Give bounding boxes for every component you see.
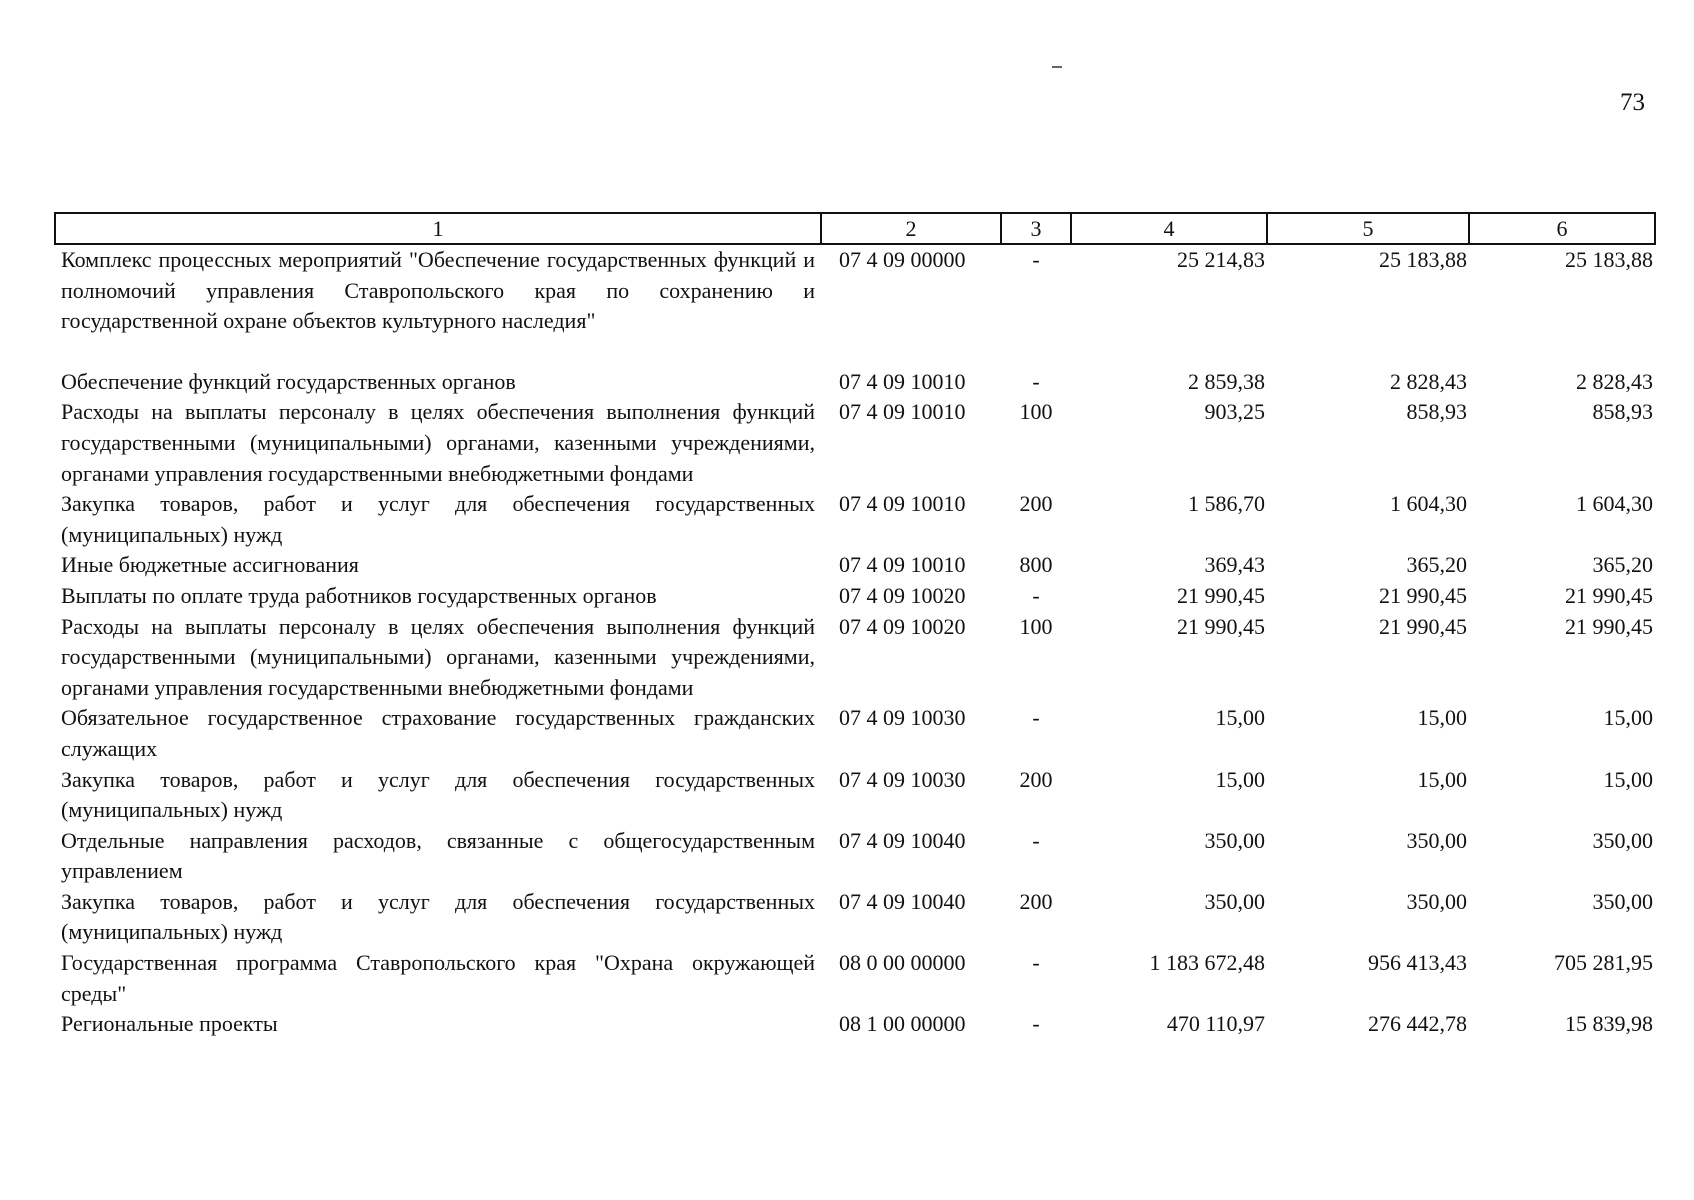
row-type: -	[1032, 705, 1040, 731]
header-col-3: 3	[1001, 213, 1071, 244]
row-value-col4: 470 110,97	[1166, 1011, 1265, 1037]
row-value-col6: 858,93	[1592, 399, 1653, 425]
header-col-2: 2	[821, 213, 1001, 244]
row-name: Закупка товаров, работ и услуг для обеспечения государственных (муниципальных) нужд	[61, 766, 815, 823]
row-value-col5: 858,93	[1406, 399, 1467, 425]
table-row	[55, 489, 1655, 550]
row-value-col4: 21 990,45	[1177, 582, 1265, 608]
table-row	[55, 581, 1655, 612]
row-value-col4: 369,43	[1204, 552, 1265, 578]
row-value-col4: 2 859,38	[1188, 368, 1265, 394]
row-name: Закупка товаров, работ и услуг для обеспечения государственных (муниципальных) нужд	[61, 491, 815, 547]
row-value-col4: 350,00	[1204, 888, 1265, 914]
row-type: -	[1032, 247, 1040, 272]
row-value-col5: 350,00	[1406, 888, 1467, 914]
row-value-col6: 15 839,98	[1565, 1011, 1653, 1037]
row-value-col6: 350,00	[1592, 888, 1653, 914]
row-value-col5: 350,00	[1406, 827, 1467, 853]
row-value-col4: 25 214,83	[1177, 247, 1265, 272]
row-type: -	[1032, 582, 1040, 608]
row-value-col5: 21 990,45	[1379, 613, 1467, 639]
table-row	[55, 612, 1655, 704]
row-code: 07 4 09 10040	[839, 827, 966, 853]
row-value-col5: 1 604,30	[1390, 491, 1467, 517]
row-code: 07 4 09 10010	[839, 491, 966, 517]
header-row	[55, 213, 1655, 244]
row-name: Закупка товаров, работ и услуг для обеспечения государственных (муниципальных) нужд	[61, 888, 815, 945]
row-code: 07 4 09 10020	[839, 613, 966, 639]
row-value-col4: 903,25	[1204, 399, 1265, 425]
row-value-col4: 15,00	[1215, 705, 1265, 731]
row-type: 100	[1019, 613, 1053, 639]
table-header	[55, 213, 1655, 244]
budget-table	[54, 212, 1656, 1040]
row-value-col5: 276 442,78	[1368, 1011, 1467, 1037]
row-name: Региональные проекты	[61, 1011, 278, 1037]
row-name: Расходы на выплаты персоналу в целях обеспечения выполнения функций государственными (муниципальными) органами, казенными учреждениями, органами управления государственными внебюджетными фондами	[61, 399, 815, 486]
row-code: 07 4 09 10010	[839, 368, 966, 394]
row-value-col5: 15,00	[1417, 766, 1467, 792]
table-row	[55, 1009, 1655, 1040]
header-col-6: 6	[1469, 213, 1655, 244]
row-value-col4: 21 990,45	[1177, 613, 1265, 639]
row-name: Государственная программа Ставропольского края "Охрана окружающей среды"	[61, 950, 815, 1006]
table-row	[55, 367, 1655, 398]
row-type: 100	[1019, 399, 1053, 425]
row-value-col4: 1 586,70	[1188, 491, 1265, 517]
row-code: 08 1 00 00000	[839, 1011, 966, 1037]
row-value-col4: 1 183 672,48	[1149, 950, 1265, 976]
row-value-col6: 705 281,95	[1554, 950, 1653, 976]
row-value-col6: 15,00	[1603, 705, 1653, 731]
row-value-col6: 25 183,88	[1565, 247, 1653, 272]
row-value-col6: 21 990,45	[1565, 582, 1653, 608]
row-value-col6: 350,00	[1592, 827, 1653, 853]
row-value-col6: 15,00	[1603, 766, 1653, 792]
row-name: Выплаты по оплате труда работников государственных органов	[61, 582, 657, 608]
row-value-col6: 1 604,30	[1576, 491, 1653, 517]
row-name: Отдельные направления расходов, связанные с общегосударственным управлением	[61, 827, 815, 884]
row-value-col4: 15,00	[1215, 766, 1265, 792]
row-code: 07 4 09 10030	[839, 705, 966, 731]
row-value-col5: 365,20	[1406, 552, 1467, 578]
row-code: 07 4 09 10040	[839, 888, 966, 914]
row-value-col5: 956 413,43	[1368, 950, 1467, 976]
row-code: 07 4 09 10010	[839, 552, 966, 578]
row-type: 200	[1019, 766, 1053, 792]
row-value-col5: 15,00	[1417, 705, 1467, 731]
header-col-1: 1	[55, 213, 821, 244]
row-type: 200	[1019, 491, 1053, 517]
table-row	[55, 826, 1655, 887]
row-code: 08 0 00 00000	[839, 950, 966, 976]
table-row	[55, 703, 1655, 764]
row-value-col5: 25 183,88	[1379, 247, 1467, 272]
table-row	[55, 550, 1655, 581]
row-type: 800	[1019, 552, 1053, 578]
table-body	[55, 244, 1655, 1040]
header-col-5: 5	[1267, 213, 1469, 244]
row-value-col6: 2 828,43	[1576, 368, 1653, 394]
row-value-col5: 21 990,45	[1379, 582, 1467, 608]
page-number: 73	[1620, 89, 1645, 116]
table-row	[55, 948, 1655, 1009]
row-type: 200	[1019, 888, 1053, 914]
row-value-col6: 21 990,45	[1565, 613, 1653, 639]
row-name: Обеспечение функций государственных органов	[61, 368, 516, 394]
table-row	[55, 244, 1655, 367]
table-row	[55, 887, 1655, 948]
row-type: -	[1032, 1011, 1040, 1037]
row-code: 07 4 09 10030	[839, 766, 966, 792]
row-type: -	[1032, 368, 1040, 394]
table-row	[55, 397, 1655, 489]
row-name: Иные бюджетные ассигнования	[61, 552, 359, 578]
header-col-4: 4	[1071, 213, 1267, 244]
row-code: 07 4 09 10020	[839, 582, 966, 608]
row-value-col5: 2 828,43	[1390, 368, 1467, 394]
stray-mark	[1052, 66, 1062, 68]
row-type: -	[1032, 950, 1040, 976]
row-type: -	[1032, 827, 1040, 853]
table-row	[55, 765, 1655, 826]
row-value-col4: 350,00	[1204, 827, 1265, 853]
row-value-col6: 365,20	[1592, 552, 1653, 578]
row-code: 07 4 09 00000	[839, 247, 966, 272]
row-name: Обязательное государственное страхование государственных гражданских служащих	[61, 705, 815, 761]
row-code: 07 4 09 10010	[839, 399, 966, 425]
row-name: Расходы на выплаты персоналу в целях обеспечения выполнения функций государственными (муниципальными) органами, казенными учреждениями, органами управления государственными внебюджетными фондами	[61, 613, 815, 700]
row-name: Комплекс процессных мероприятий "Обеспечение государственных функций и полномочий управления Ставропольского края по сохранению и государственной охране объектов культурного наследия"	[61, 247, 815, 334]
